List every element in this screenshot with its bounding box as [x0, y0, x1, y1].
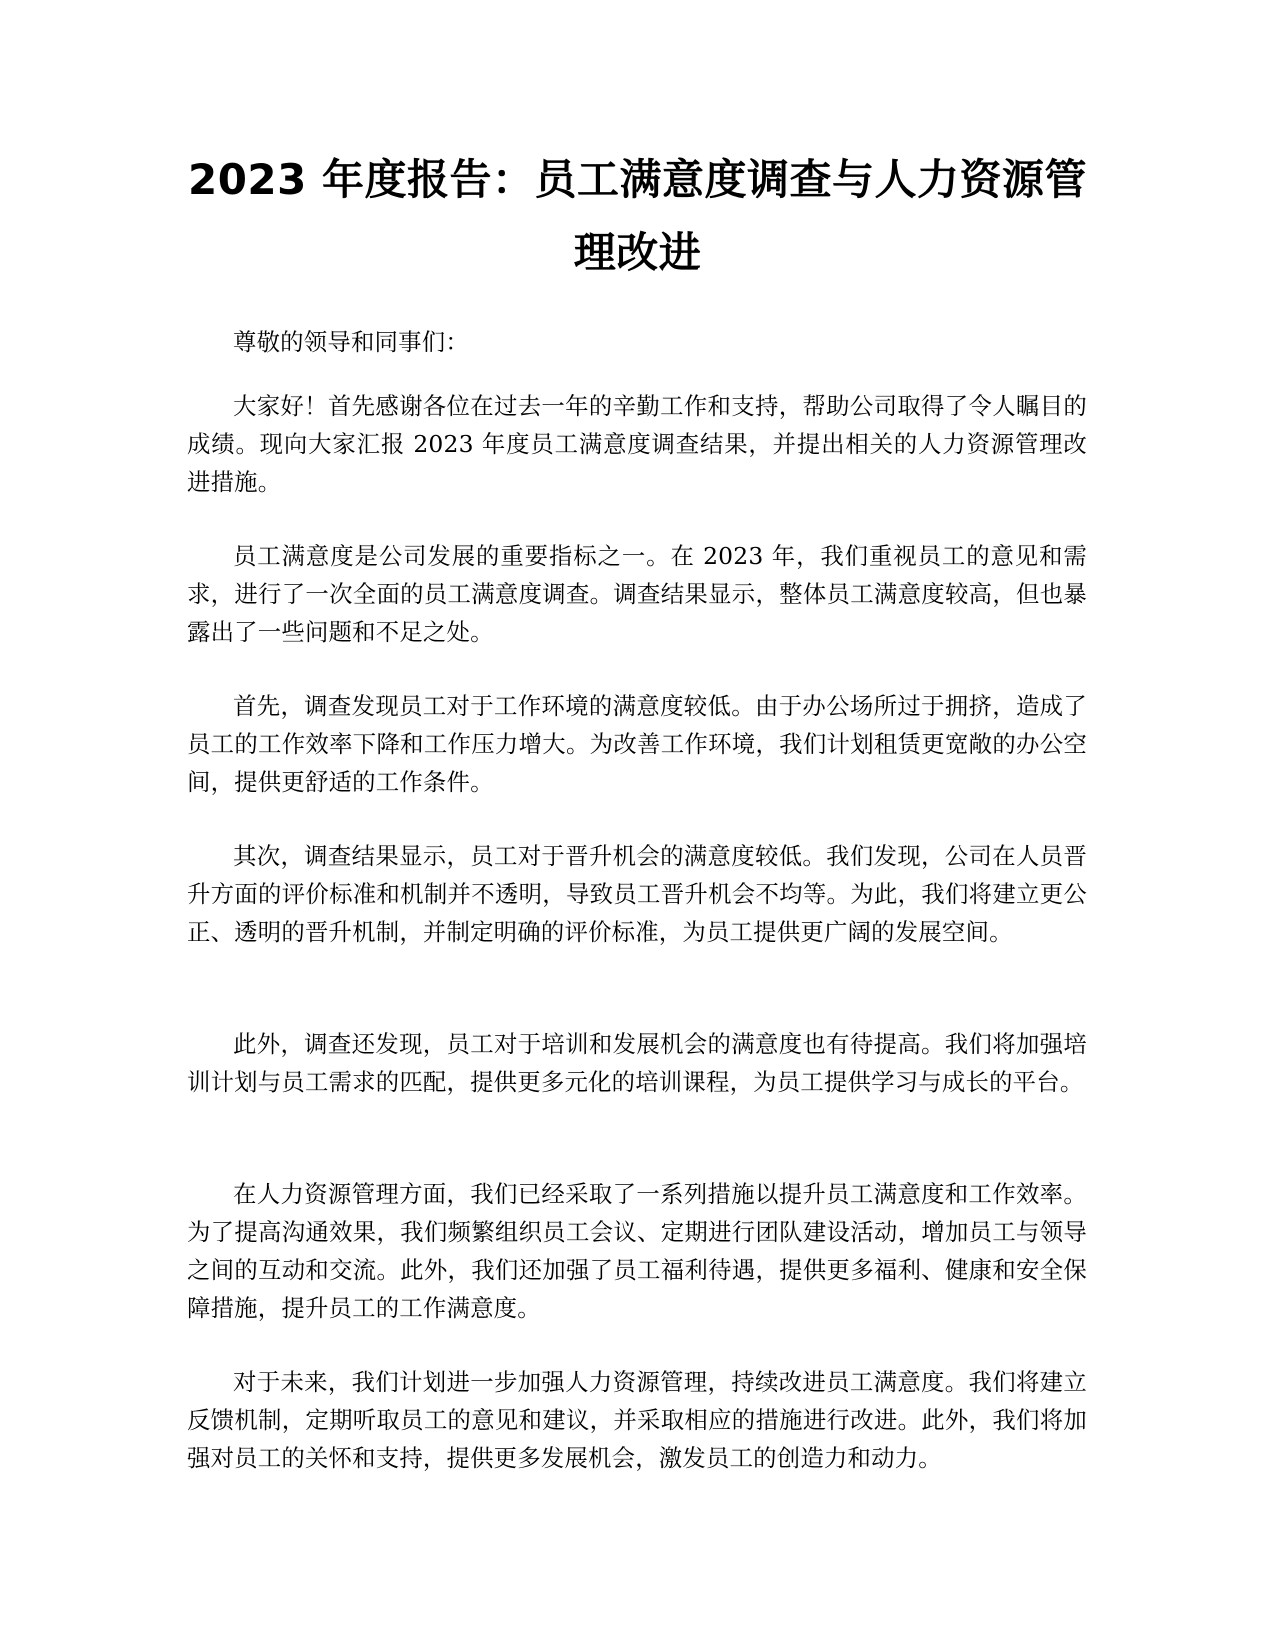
paragraph-training: 此外，调查还发现，员工对于培训和发展机会的满意度也有待提高。我们将加强培训计划与员工需求的匹配，提供更多元化的培训课程，为员工提供学习与成长的平台。: [187, 1030, 1087, 1096]
paragraph-hr-measures: 在人力资源管理方面，我们已经采取了一系列措施以提升员工满意度和工作效率。为了提高沟通效果，我们频繁组织员工会议、定期进行团队建设活动，增加员工与领导之间的互动和交流。此外，我们还加强了员工福利待遇，提供更多福利、健康和安全保障措施，提升员工的工作满意度。: [187, 1180, 1087, 1322]
paragraph-promotion: 其次，调查结果显示，员工对于晋升机会的满意度较低。我们发现，公司在人员晋升方面的评价标准和机制并不透明，导致员工晋升机会不均等。为此，我们将建立更公正、透明的晋升机制，并制定明确的评价标准，为员工提供更广阔的发展空间。: [187, 842, 1087, 946]
paragraph-survey-overview: 员工满意度是公司发展的重要指标之一。在 2023 年，我们重视员工的意见和需求，进行了一次全面的员工满意度调查。调查结果显示，整体员工满意度较高，但也暴露出了一些问题和不足之处。: [187, 542, 1087, 646]
paragraph-intro: 大家好！首先感谢各位在过去一年的辛勤工作和支持，帮助公司取得了令人瞩目的成绩。现向大家汇报 2023 年度员工满意度调查结果，并提出相关的人力资源管理改进措施。: [187, 392, 1087, 496]
paragraph-future-plans: 对于未来，我们计划进一步加强人力资源管理，持续改进员工满意度。我们将建立反馈机制，定期听取员工的意见和建议，并采取相应的措施进行改进。此外，我们将加强对员工的关怀和支持，提供更多发展机会，激发员工的创造力和动力。: [187, 1368, 1087, 1472]
paragraph-work-environment: 首先，调查发现员工对于工作环境的满意度较低。由于办公场所过于拥挤，造成了员工的工作效率下降和工作压力增大。为改善工作环境，我们计划租赁更宽敞的办公空间，提供更舒适的工作条件。: [187, 692, 1087, 796]
greeting: 尊敬的领导和同事们：: [233, 328, 469, 356]
document-title: 2023 年度报告：员工满意度调查与人力资源管理改进: [187, 155, 1088, 277]
